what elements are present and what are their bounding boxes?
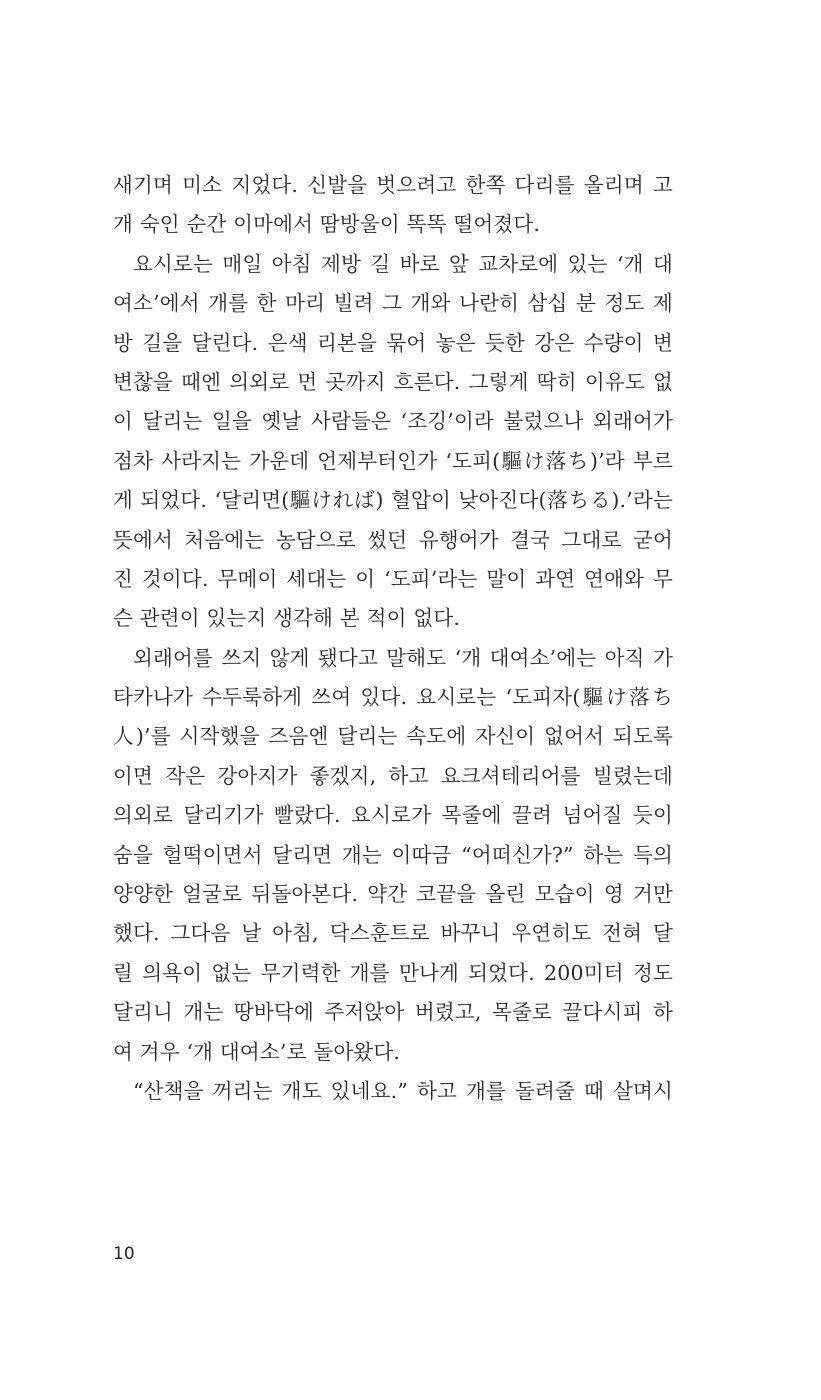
text-line: 이면 작은 강아지가 좋겠지, 하고 요크셔테리어를 빌렸는데 [113,763,673,788]
text-line: 변찮을 때엔 의외로 먼 곳까지 흐른다. 그렇게 딱히 이유도 없 [113,369,673,394]
text-line: 외래어를 쓰지 않게 됐다고 말해도 ‘개 대여소’에는 아직 가 [133,645,673,670]
text-line: 여소’에서 개를 한 마리 빌려 그 개와 나란히 삼십 분 정도 제 [113,291,673,316]
text-line: 달리니 개는 땅바닥에 주저앉아 버렸고, 목줄로 끌다시피 하 [113,1000,673,1025]
text-line: 뜻에서 처음에는 농담으로 썼던 유행어가 결국 그대로 굳어 [113,527,673,552]
text-line: 점차 사라지는 가운데 언제부터인가 ‘도피(驅け落ち)’라 부르 [113,448,673,473]
text-line: 의외로 달리기가 빨랐다. 요시로가 목줄에 끌려 넘어질 듯이 [113,803,673,828]
text-line: 人)’를 시작했을 즈음엔 달리는 속도에 자신이 없어서 되도록 [113,724,673,749]
text-line: 릴 의욕이 없는 무기력한 개를 만나게 되었다. 200미터 정도 [113,960,673,985]
page-number: 10 [113,1244,135,1264]
text-line: 요시로는 매일 아침 제방 길 바로 앞 교차로에 있는 ‘개 대 [133,251,673,276]
text-line: 이 달리는 일을 옛날 사람들은 ‘조깅’이라 불렀으나 외래어가 [113,409,673,434]
text-line: 했다. 그다음 날 아침, 닥스훈트로 바꾸니 우연히도 전혀 달 [113,921,673,946]
text-line: 양양한 얼굴로 뒤돌아본다. 약간 코끝을 올린 모습이 영 거만 [113,882,673,907]
text-line: 숨을 헐떡이면서 달리면 개는 이따금 “어떠신가?” 하는 득의 [113,842,673,867]
text-line: 슨 관련이 있는지 생각해 본 적이 없다. [113,606,461,631]
text-line: 여 겨우 ‘개 대여소’로 돌아왔다. [113,1039,401,1064]
text-line: 진 것이다. 무메이 세대는 이 ‘도피’라는 말이 과연 연애와 무 [113,566,673,591]
text-line: 개 숙인 순간 이마에서 땀방울이 똑똑 떨어졌다. [113,212,541,237]
text-line: 방 길을 달린다. 은색 리본을 묶어 놓은 듯한 강은 수량이 변 [113,330,673,355]
text-line: 새기며 미소 지었다. 신발을 벗으려고 한쪽 다리를 올리며 고 [113,173,673,197]
text-line: 게 되었다. ‘달리면(驅ければ) 혈압이 낮아진다(落ちる).’라는 [113,488,673,513]
body-text [113,166,673,1111]
text-line: “산책을 꺼리는 개도 있네요.” 하고 개를 돌려줄 때 살며시 [133,1078,673,1103]
text-line: 타카나가 수두룩하게 쓰여 있다. 요시로는 ‘도피자(驅け落ち [113,685,673,710]
